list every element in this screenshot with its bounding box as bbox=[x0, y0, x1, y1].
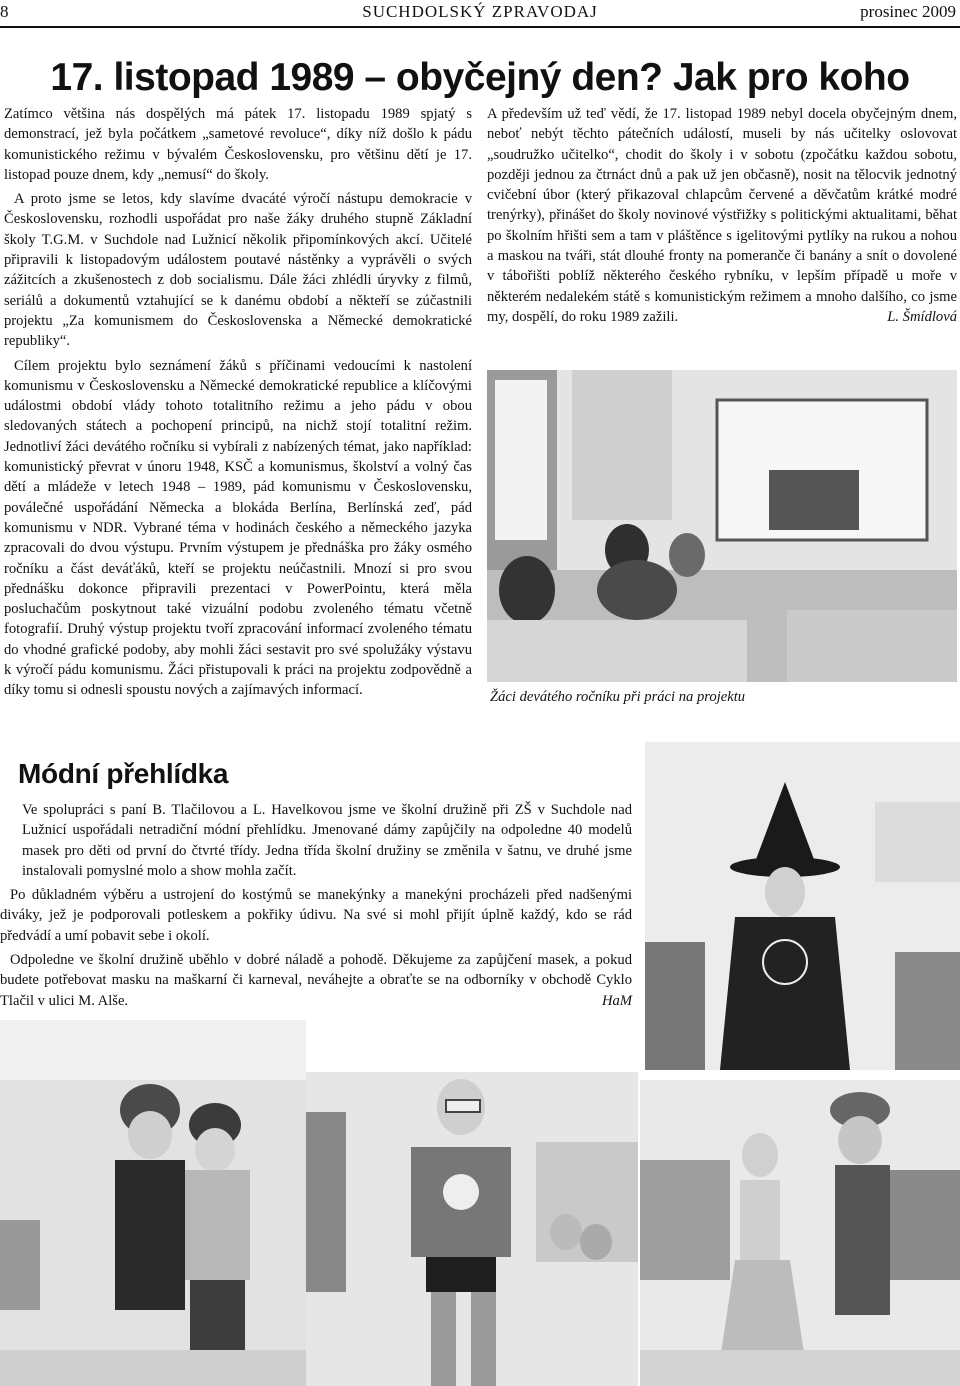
header-rule bbox=[0, 26, 960, 28]
article-paragraph: Po důkladném výběru a ustrojení do kostýmů se manekýnky a manekýni procházeli před nadšenými diváky, jež je podporovali potleskem a pokřiky údivu. Na své si mohl přijít úplně každý, kdo se rád předvádí a umí pobavit sebe i okolí. bbox=[0, 887, 632, 944]
article-paragraph: Cílem projektu bylo seznámení žáků s příčinami vedoucími k nastolení komunismu v Československu a Německé demokratické republice a klíčovými událostmi období vlády tohoto totalitního režimu a jeho pádu v obou sledovaných státech a pochopení principů, na nichž stojí totalitní režim. Jednotliví žáci devátého ročníku si vybírali z nabízených témat, jako například: komunistický převrat v únoru 1948, KSČ a komunismus, školství a volný čas dětí a mládeže v letech 1948 – 1989, pád komunismu v Československu, poválečné uspořádání Německa a blokáda Berlína, Berlínská zeď, pád komunismu v NDR. Vybrané téma v hodinách českého a německého jazyka zpracovali do dvou výstupu. Prvním výstupem je přednáška pro žáky osmého ročníku a část deváťáků, kteří se projektu neúčastnili. Mnozí si pro svou přednášku dokonce připravili prezentaci v PowerPointu, která měla posluchačům poskytnout také vizuální podobu zvoleného tématu včetně fotografií. Druhý výstup projektu tvoří zpracování informací zvoleného tématu do vhodné grafické podoby, aby mohli žáci sestavit pro své spolužáky výstavu k výročí pádu komunismu. Žáci přistupovali k práci na projektu zodpovědně a díky tomu si odnesli spoustu nových a zajímavých informací. bbox=[4, 357, 472, 699]
princess-costume-photo bbox=[640, 1080, 960, 1386]
publication-title: SUCHDOLSKÝ ZPRAVODAJ bbox=[362, 2, 598, 21]
section-title: Módní přehlídka bbox=[18, 758, 229, 789]
page-number: 8 bbox=[0, 2, 9, 21]
article-column-left bbox=[4, 104, 472, 705]
costumed-kids-photo bbox=[0, 1020, 306, 1386]
article-author: HaM bbox=[602, 992, 632, 1009]
page-header bbox=[0, 2, 960, 24]
witch-costume-photo bbox=[645, 742, 960, 1070]
article-paragraph bbox=[0, 950, 632, 1011]
article-paragraph-text: A především už teď vědí, že 17. listopad 1989 nebyl docela obyčejným dnem, neboť nebýt těchto pátečních událostí, museli by nás učitelky oslovovat „soudružko učitelko“, chodit do školy i v sobotu (zpočátku každou sobotu, později jednou za čtrnáct dnů a pak už jen občasně), nosit na tělocvik jednotný cvičební úbor (který přikazoval chlapcům červené a děvčatům krátké modré trenýrky), přinášet do školy novinové výstřižky s politickými aktualitami, běhat po školním hřišti sem a tam v pláštěnce s igelitovými pytlíky na rukou a nohou a maskou na tváři, stát dlouhé fronty na pomeranče či banány a snít o dovolené v tábořišti poblíž některého českého rybníku, v lepším případě u moře v některém nedalekém státě s komunistickým režimem a mnoho dalšího, co jsme my, dospělí, do roku 1989 zažili. bbox=[487, 106, 957, 325]
article-paragraph: A proto jsme se letos, kdy slavíme dvacáté výročí nástupu demokracie v Československu, rozhodli uspořádat pro naše žáky druhého stupně Základní školy T.G.M. v Suchdole nad Lužnicí několik připomínkových akcí. Učitelé připravili k listopadovým událostem poutavé nástěnky a vyprávěli o svých zážitcích a zkušenostech z dob socialismu. Dále žáci zhlédli úryvky z filmů, seriálů a dokumentů vztahující se k danému období a někteří se zúčastnili projektu „Za komunismem do Československa a Německé demokratické republiky“. bbox=[4, 191, 472, 350]
article-author: L. Šmídlová bbox=[887, 308, 957, 325]
article-paragraph bbox=[487, 104, 957, 327]
article-headline: 17. listopad 1989 – obyčejný den? Jak pro koho bbox=[50, 56, 910, 99]
issue-date: prosinec 2009 bbox=[860, 2, 956, 21]
article-paragraph: Ve spolupráci s paní B. Tlačilovou a L. Havelkovou jsme ve školní družině při ZŠ v Suchdole nad Lužnicí uspořádali netradiční módní přehlídku. Jmenované dámy zapůjčily na odpoledne 40 modelů masek pro děti od první do čtvrté třídy. Jedna třída školní družiny se změnila v šatnu, ve druhé jsme instalovali pomyslné molo a show mohla začít. bbox=[22, 802, 632, 879]
article-paragraph-text: Odpoledne ve školní družině uběhlo v dobré náladě a pohodě. Děkujeme za zapůjčení masek, a pokud budete potřebovat masku na maškarní či karneval, neváhejte a obraťte se na odborníky v obchodě Cyklo Tlačil v ulici M. Alše. bbox=[0, 952, 632, 1009]
classroom-photo bbox=[487, 370, 957, 682]
article-column-right bbox=[487, 104, 957, 331]
classroom-photo-caption: Žáci devátého ročníku při práci na projektu bbox=[490, 689, 746, 705]
article-paragraph: Zatímco většina nás dospělých má pátek 17. listopadu 1989 spjatý s demonstrací, jež byla počátkem „sametové revoluce“, díky níž došlo k pádu komunistického režimu v bývalém Československu, pro většinu dětí je 17. listopad pouze dnem, kdy „nemusí“ do školy. bbox=[4, 106, 472, 183]
superhero-costume-photo bbox=[306, 1072, 638, 1386]
fashion-article-column bbox=[0, 800, 632, 1015]
